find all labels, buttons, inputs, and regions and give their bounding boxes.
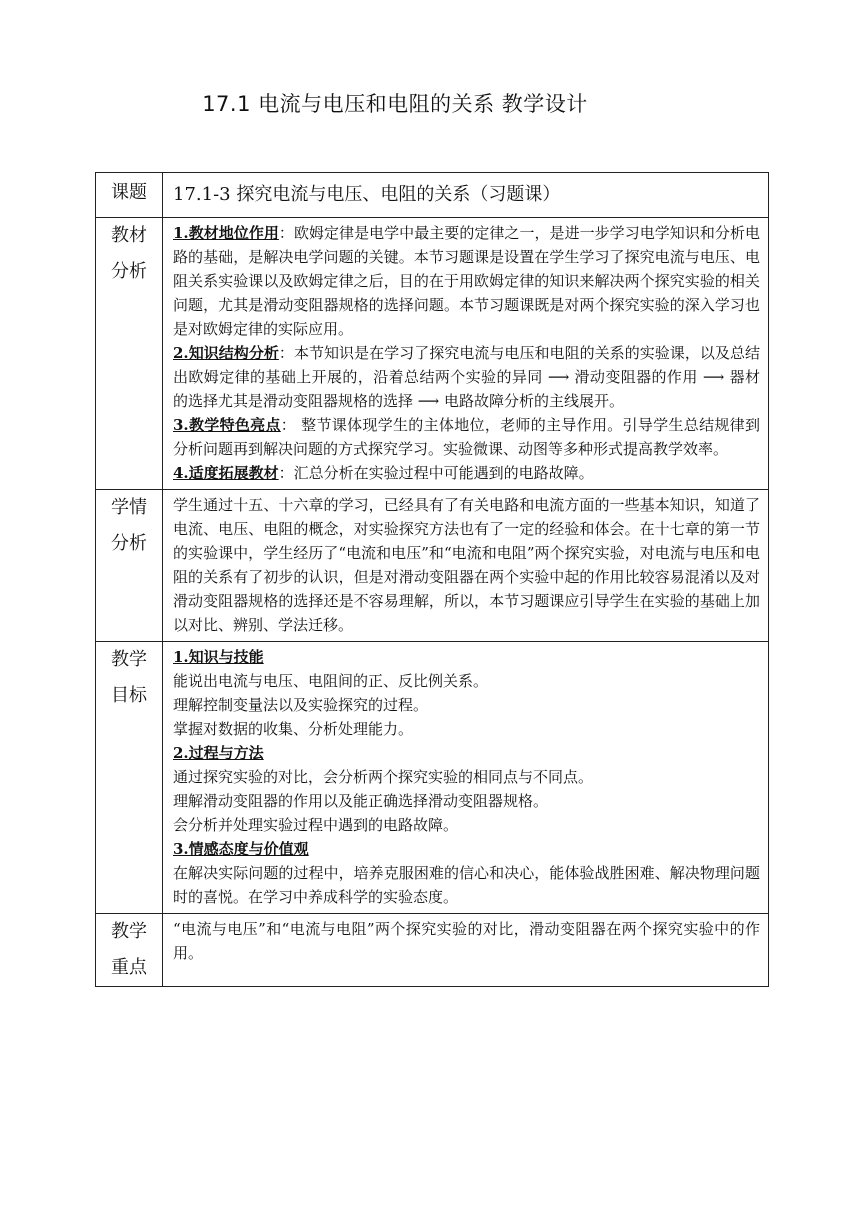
materials-item bbox=[173, 461, 760, 485]
focus-label-line-1: 教学 bbox=[111, 921, 147, 942]
section-text: ：欧姆定律是电学中最主要的定律之一，是进一步学习电学知识和分析电路的基础，是解决电学问题的关键。本节习题课是设置在学生学习了探究电流与电压、电阻关系实验课以及欧姆定律之后，目的在于用欧姆定律的知识来解决两个探究实验的相关问题，尤其是滑动变阻器规格的选择问题。本节习题课既是对两个探究实验的深入学习也是对欧姆定律的实际应用。 bbox=[173, 224, 760, 338]
goal-line: 能说出电流与电压、电阻间的正、反比例关系。 bbox=[173, 672, 489, 690]
goal-line: 掌握对数据的收集、分析处理能力。 bbox=[173, 720, 414, 738]
focus-row bbox=[96, 914, 769, 987]
materials-row bbox=[96, 218, 769, 490]
focus-content bbox=[163, 914, 769, 987]
section-heading: 2.知识结构分析 bbox=[173, 344, 279, 362]
goals-row bbox=[96, 642, 769, 914]
goals-label-line-2: 目标 bbox=[111, 685, 147, 706]
focus-text: “电流与电压”和“电流与电阻”两个探究实验的对比，滑动变阻器在两个探究实验中的作用。 bbox=[173, 920, 760, 962]
students-label bbox=[96, 490, 163, 642]
students-row bbox=[96, 490, 769, 642]
students-label-line-1: 学情 bbox=[111, 497, 147, 518]
document-title: 17.1 电流与电压和电阻的关系 教学设计 bbox=[202, 92, 588, 116]
goal-line: 理解滑动变阻器的作用以及能正确选择滑动变阻器规格。 bbox=[173, 792, 549, 810]
section-heading: 1.教材地位作用 bbox=[173, 224, 279, 242]
students-content bbox=[163, 490, 769, 642]
topic-row bbox=[96, 173, 769, 218]
lesson-plan-table bbox=[95, 172, 769, 987]
goals-label bbox=[96, 642, 163, 914]
goal-line: 理解控制变量法以及实验探究的过程。 bbox=[173, 696, 429, 714]
goals-content bbox=[163, 642, 769, 914]
materials-item bbox=[173, 341, 760, 413]
topic-label: 课题 bbox=[96, 173, 163, 218]
goal-line: 在解决实际问题的过程中，培养克服困难的信心和决心，能体验战胜困难、解决物理问题时的喜悦。在学习中养成科学的实验态度。 bbox=[173, 864, 760, 906]
materials-item bbox=[173, 221, 760, 341]
goal-heading: 2.过程与方法 bbox=[173, 744, 264, 762]
materials-label-line-2: 分析 bbox=[111, 261, 147, 282]
section-text: ：汇总分析在实验过程中可能遇到的电路故障。 bbox=[278, 464, 594, 482]
section-text: ： 整节课体现学生的主体地位，老师的主导作用。引导学生总结规律到分析问题再到解决问题的方式探究学习。实验微课、动图等多种形式提高教学效率。 bbox=[173, 416, 760, 458]
students-text: 学生通过十五、十六章的学习，已经具有了有关电路和电流方面的一些基本知识，知道了电流、电压、电阻的概念，对实验探究方法也有了一定的经验和体会。在十七章的第一节的实验课中，学生经历了“电流和电压”和“电流和电阻”两个探究实验，对电流与电压和电阻的关系有了初步的认识，但是对滑动变阻器在两个实验中起的作用比较容易混淆以及对滑动变阻器规格的选择还是不容易理解，所以，本节习题课应引导学生在实验的基础上加以对比、辨别、学法迁移。 bbox=[173, 496, 760, 634]
section-heading: 4.适度拓展教材 bbox=[173, 464, 279, 482]
goal-line: 通过探究实验的对比，会分析两个探究实验的相同点与不同点。 bbox=[173, 768, 594, 786]
section-text: ：本节知识是在学习了探究电流与电压和电阻的关系的实验课，以及总结出欧姆定律的基础上开展的，沿着总结两个实验的异同 ⟶ 滑动变阻器的作用 ⟶ 器材的选择尤其是滑动变阻器规格的选择 ⟶ 电路故障分析的主线展开。 bbox=[173, 344, 760, 410]
goal-heading: 1.知识与技能 bbox=[173, 648, 264, 666]
focus-label bbox=[96, 914, 163, 987]
materials-label-line-1: 教材 bbox=[111, 225, 147, 246]
students-label-line-2: 分析 bbox=[111, 533, 147, 554]
materials-content bbox=[163, 218, 769, 490]
goal-line: 会分析并处理实验过程中遇到的电路故障。 bbox=[173, 816, 459, 834]
goals-label-line-1: 教学 bbox=[111, 649, 147, 670]
focus-label-line-2: 重点 bbox=[111, 957, 147, 978]
materials-label bbox=[96, 218, 163, 490]
goal-heading: 3.情感态度与价值观 bbox=[173, 840, 309, 858]
materials-item bbox=[173, 413, 760, 461]
section-heading: 3.教学特色亮点 bbox=[173, 416, 281, 434]
topic-value: 17.1-3 探究电流与电压、电阻的关系（习题课） bbox=[163, 173, 769, 218]
